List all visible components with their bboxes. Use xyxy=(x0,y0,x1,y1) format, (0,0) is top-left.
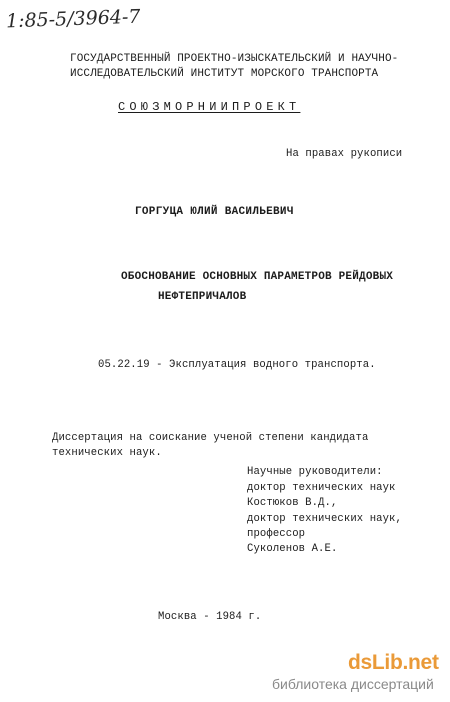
thesis-title-line-1: ОБОСНОВАНИЕ ОСНОВНЫХ ПАРАМЕТРОВ РЕЙДОВЫХ xyxy=(121,271,394,283)
supervisor-line: доктор технических наук, xyxy=(247,513,402,525)
institute-name-line-2: ИССЛЕДОВАТЕЛЬСКИЙ ИНСТИТУТ МОРСКОГО ТРАНСПОРТА xyxy=(70,68,379,80)
dissertation-degree-line-1: Диссертация на соискание ученой степени кандидата xyxy=(52,432,369,444)
dissertation-degree-line-2: технических наук. xyxy=(52,447,162,459)
handwritten-catalog-code: 1:85-5/3964-7 xyxy=(5,5,141,33)
thesis-title-line-2: НЕФТЕПРИЧАЛОВ xyxy=(158,291,247,303)
watermark-logo: dsLib.net xyxy=(348,651,439,674)
supervisor-line: профессор xyxy=(247,528,306,540)
specialty-code: 05.22.19 - Эксплуатация водного транспорта. xyxy=(98,359,376,371)
supervisor-line: Костюков В.Д., xyxy=(247,497,338,509)
watermark-subtitle: библиотека диссертаций xyxy=(272,676,434,692)
supervisors-heading: Научные руководители: xyxy=(247,466,383,478)
supervisor-line: доктор технических наук xyxy=(247,482,396,494)
author-name: ГОРГУЦА ЮЛИЙ ВАСИЛЬЕВИЧ xyxy=(135,206,294,218)
city-year: Москва - 1984 г. xyxy=(158,611,262,623)
supervisor-line: Суколенов А.Е. xyxy=(247,543,338,555)
rights-note: На правах рукописи xyxy=(286,148,403,160)
institute-name-line-1: ГОСУДАРСТВЕННЫЙ ПРОЕКТНО-ИЗЫСКАТЕЛЬСКИЙ И НАУЧНО- xyxy=(70,53,399,65)
institute-acronym: СОЮЗМОРНИИПРОЕКТ xyxy=(118,100,301,114)
